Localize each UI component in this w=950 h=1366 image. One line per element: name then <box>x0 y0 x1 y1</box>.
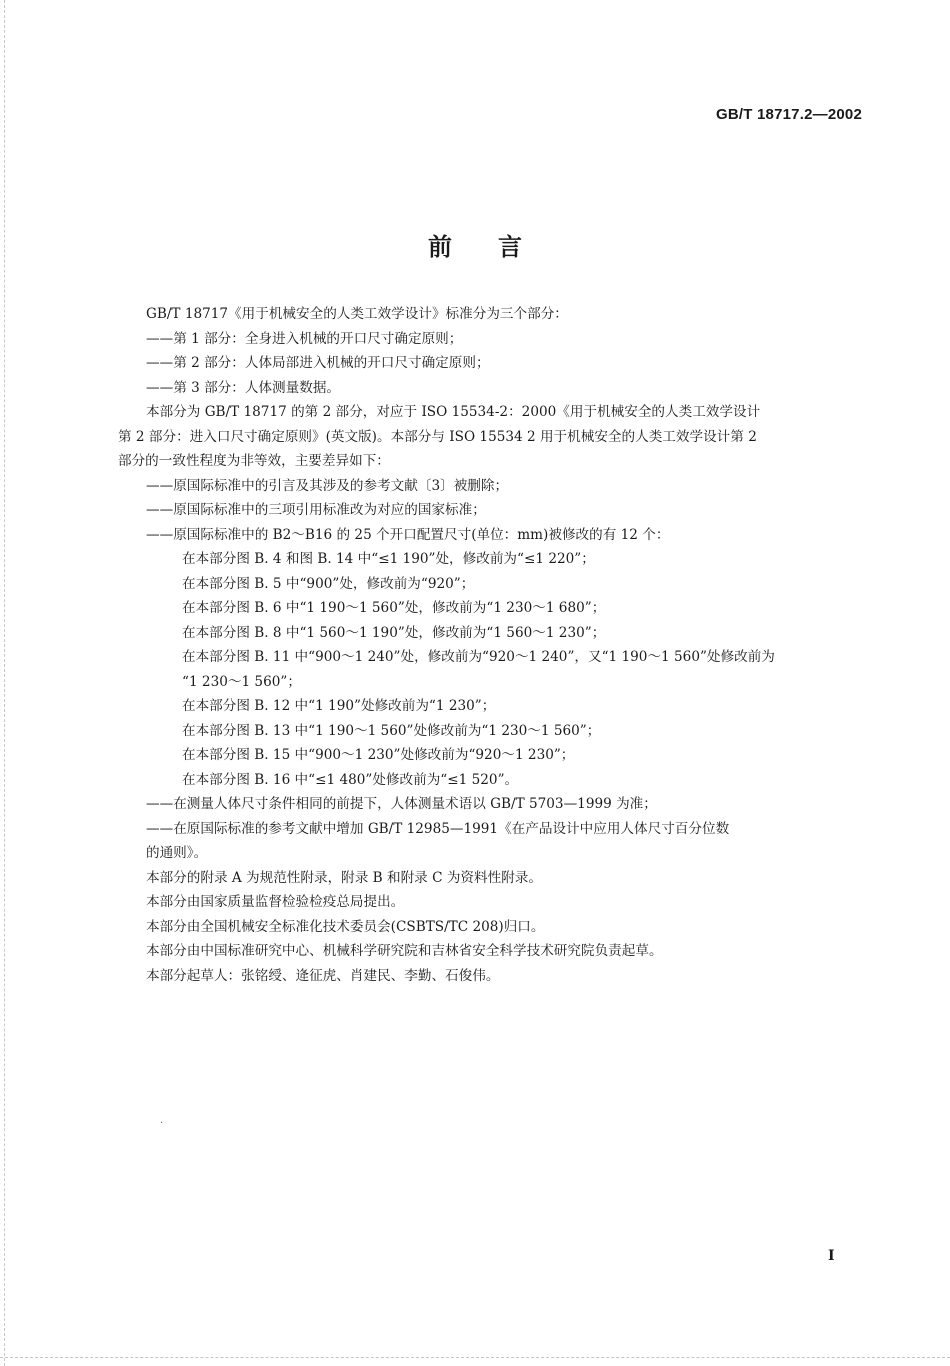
foreword-line: 在本部分图 B. 4 和图 B. 14 中“≤1 190”处，修改前为“≤1 220”； <box>182 551 595 567</box>
foreword-line: 在本部分图 B. 12 中“1 190”处修改前为“1 230”； <box>182 698 496 714</box>
scan-edge-left <box>4 0 7 1366</box>
foreword-line: 本部分由国家质量监督检验检疫总局提出。 <box>146 894 405 910</box>
foreword-line: ——在测量人体尺寸条件相同的前提下，人体测量术语以 GB/T 5703—1999 为准； <box>146 796 657 812</box>
foreword-line: ——第 3 部分：人体测量数据。 <box>146 379 341 396</box>
foreword-line: 本部分为 GB/T 18717 的第 2 部分，对应于 ISO 15534-2：2000《用于机械安全的人类工效学设计 <box>146 404 761 420</box>
foreword-line: GB/T 18717《用于机械安全的人类工效学设计》标准分为三个部分： <box>146 306 568 322</box>
foreword-line: 本部分由中国标准研究中心、机械科学研究院和吉林省安全科学技术研究院负责起草。 <box>146 943 663 959</box>
foreword-line: 在本部分图 B. 8 中“1 560～1 190”处，修改前为“1 560～1 230”； <box>182 624 606 641</box>
foreword-line: ——第 2 部分：人体局部进入机械的开口尺寸确定原则； <box>146 355 490 371</box>
foreword-line: 在本部分图 B. 15 中“900～1 230”处修改前为“920～1 230”； <box>182 747 575 763</box>
scan-edge-bottom <box>0 1357 950 1359</box>
foreword-line: 本部分由全国机械安全标准化技术委员会(CSBTS/TC 208)归口。 <box>146 918 545 935</box>
page-number: I <box>828 1248 835 1264</box>
foreword-line: ——第 1 部分：全身进入机械的开口尺寸确定原则； <box>146 330 463 347</box>
foreword-line: 本部分的附录 A 为规范性附录，附录 B 和附录 C 为资料性附录。 <box>146 869 542 886</box>
foreword-line: 在本部分图 B. 5 中“900”处，修改前为“920”； <box>182 575 475 592</box>
foreword-line: 在本部分图 B. 13 中“1 190～1 560”处修改前为“1 230～1 560”； <box>182 722 601 739</box>
foreword-line: 本部分起草人：张铭绶、逄征虎、肖建民、李勤、石俊伟。 <box>146 967 500 984</box>
foreword-line: “1 230～1 560”； <box>182 673 301 690</box>
foreword-line: ——原国际标准中的三项引用标准改为对应的国家标准； <box>146 502 486 518</box>
page-title: 前言 <box>428 232 568 261</box>
foreword-line: 在本部分图 B. 16 中“≤1 480”处修改前为“≤1 520”。 <box>182 771 519 788</box>
foreword-line: 部分的一致性程度为非等效，主要差异如下： <box>118 453 390 469</box>
foreword-line: 的通则》。 <box>146 845 208 861</box>
standard-code: GB/T 18717.2—2002 <box>716 106 862 123</box>
foreword-line: 在本部分图 B. 11 中“900～1 240”处，修改前为“920～1 240”，又“1 190～1 560”处修改前为 <box>182 649 775 665</box>
foreword-line: 第 2 部分：进入口尺寸确定原则》(英文版)。本部分与 ISO 15534 2 用于机械安全的人类工效学设计第 2 <box>118 428 757 445</box>
foreword-line: 在本部分图 B. 6 中“1 190～1 560”处，修改前为“1 230～1 680”； <box>182 600 606 616</box>
scan-speck: · <box>160 1118 164 1129</box>
foreword-body <box>118 302 863 988</box>
foreword-line: ——原国际标准中的 B2～B16 的 25 个开口配置尺寸(单位：mm)被修改的有 12 个： <box>146 526 670 543</box>
foreword-line: ——在原国际标准的参考文献中增加 GB/T 12985—1991《在产品设计中应用人体尺寸百分位数 <box>146 820 730 837</box>
foreword-line: ——原国际标准中的引言及其涉及的参考文献〔3〕被删除； <box>146 477 509 494</box>
